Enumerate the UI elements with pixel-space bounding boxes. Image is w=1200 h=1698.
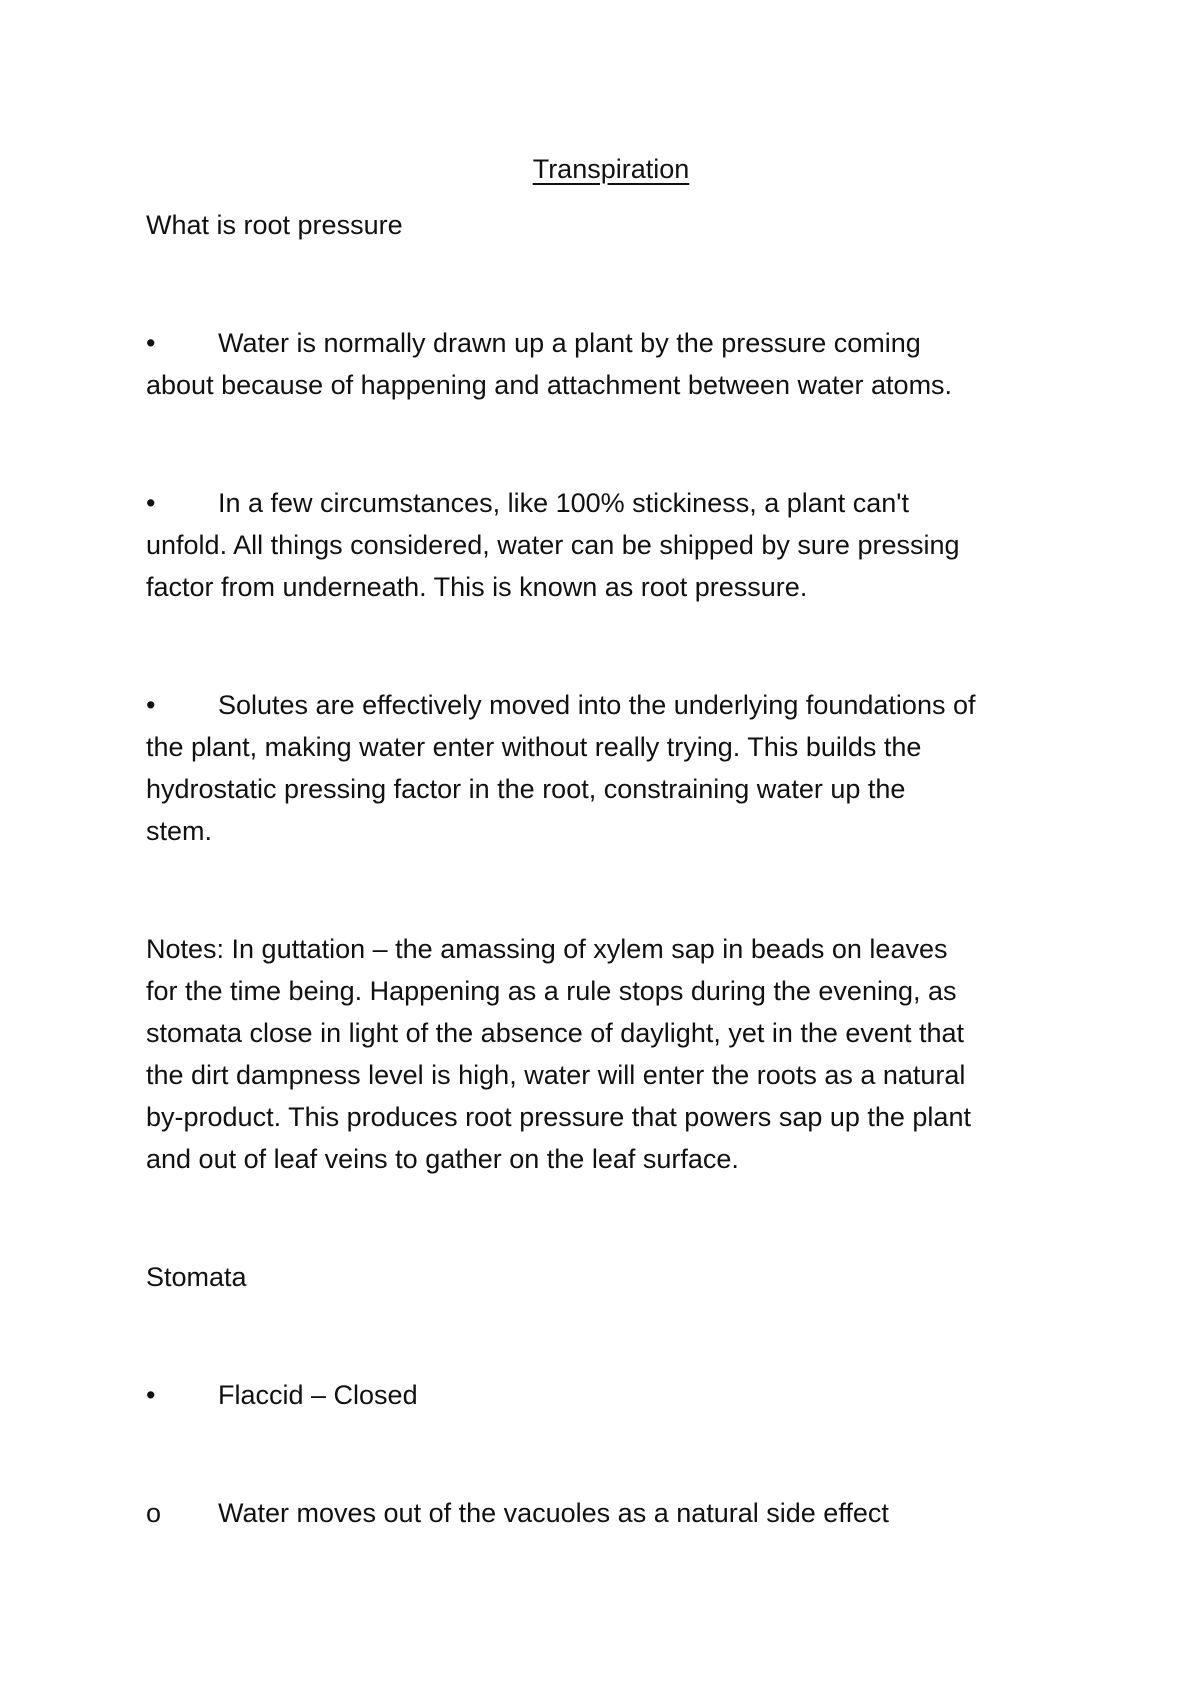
bullet-item-3 bbox=[146, 684, 1076, 852]
bullet-text-line: factor from underneath. This is known as root pressure. bbox=[146, 572, 808, 602]
notes-line: the dirt dampness level is high, water will enter the roots as a natural bbox=[146, 1060, 966, 1090]
spacer bbox=[146, 406, 1076, 482]
bullet-text-line: Water moves out of the vacuoles as a natural side effect bbox=[218, 1498, 889, 1528]
bullet-marker: • bbox=[146, 1380, 156, 1410]
bullet-text-line: the plant, making water enter without really trying. This builds the bbox=[146, 732, 922, 762]
bullet-text-line: about because of happening and attachment between water atoms. bbox=[146, 370, 953, 400]
notes-line: for the time being. Happening as a rule stops during the evening, as bbox=[146, 976, 957, 1006]
notes-line: Notes: In guttation – the amassing of xylem sap in beads on leaves bbox=[146, 934, 948, 964]
spacer bbox=[146, 1298, 1076, 1374]
notes-line: stomata close in light of the absence of daylight, yet in the event that bbox=[146, 1018, 965, 1048]
notes-line: and out of leaf veins to gather on the leaf surface. bbox=[146, 1144, 739, 1174]
bullet-marker: • bbox=[146, 488, 156, 518]
bullet-item-4 bbox=[146, 1374, 1076, 1416]
bullet-marker: • bbox=[146, 328, 156, 358]
spacer bbox=[146, 246, 1076, 322]
bullet-text-line: stem. bbox=[146, 816, 213, 846]
bullet-text-line: unfold. All things considered, water can be shipped by sure pressing bbox=[146, 530, 960, 560]
notes-line: by-product. This produces root pressure that powers sap up the plant bbox=[146, 1102, 971, 1132]
spacer bbox=[146, 608, 1076, 684]
document-title: Transpiration bbox=[532, 154, 690, 184]
section-heading-stomata: Stomata bbox=[146, 1262, 247, 1292]
bullet-item-1 bbox=[146, 322, 1076, 406]
bullet-marker: • bbox=[146, 690, 156, 720]
sub-bullet-marker: o bbox=[146, 1498, 162, 1528]
notes-paragraph bbox=[146, 928, 1076, 1180]
spacer bbox=[146, 1180, 1076, 1256]
spacer bbox=[146, 1416, 1076, 1492]
spacer bbox=[146, 852, 1076, 928]
bullet-text-line: hydrostatic pressing factor in the root, constraining water up the bbox=[146, 774, 906, 804]
section-heading-root-pressure: What is root pressure bbox=[146, 210, 403, 240]
sub-bullet-item-1 bbox=[146, 1492, 1076, 1534]
bullet-item-2 bbox=[146, 482, 1076, 608]
document-body bbox=[146, 148, 1076, 1534]
bullet-text-line: Solutes are effectively moved into the underlying foundations of bbox=[218, 690, 976, 720]
bullet-text-line: In a few circumstances, like 100% stickiness, a plant can't bbox=[218, 488, 909, 518]
bullet-text-line: Flaccid – Closed bbox=[218, 1380, 418, 1410]
bullet-text-line: Water is normally drawn up a plant by the pressure coming bbox=[218, 328, 921, 358]
